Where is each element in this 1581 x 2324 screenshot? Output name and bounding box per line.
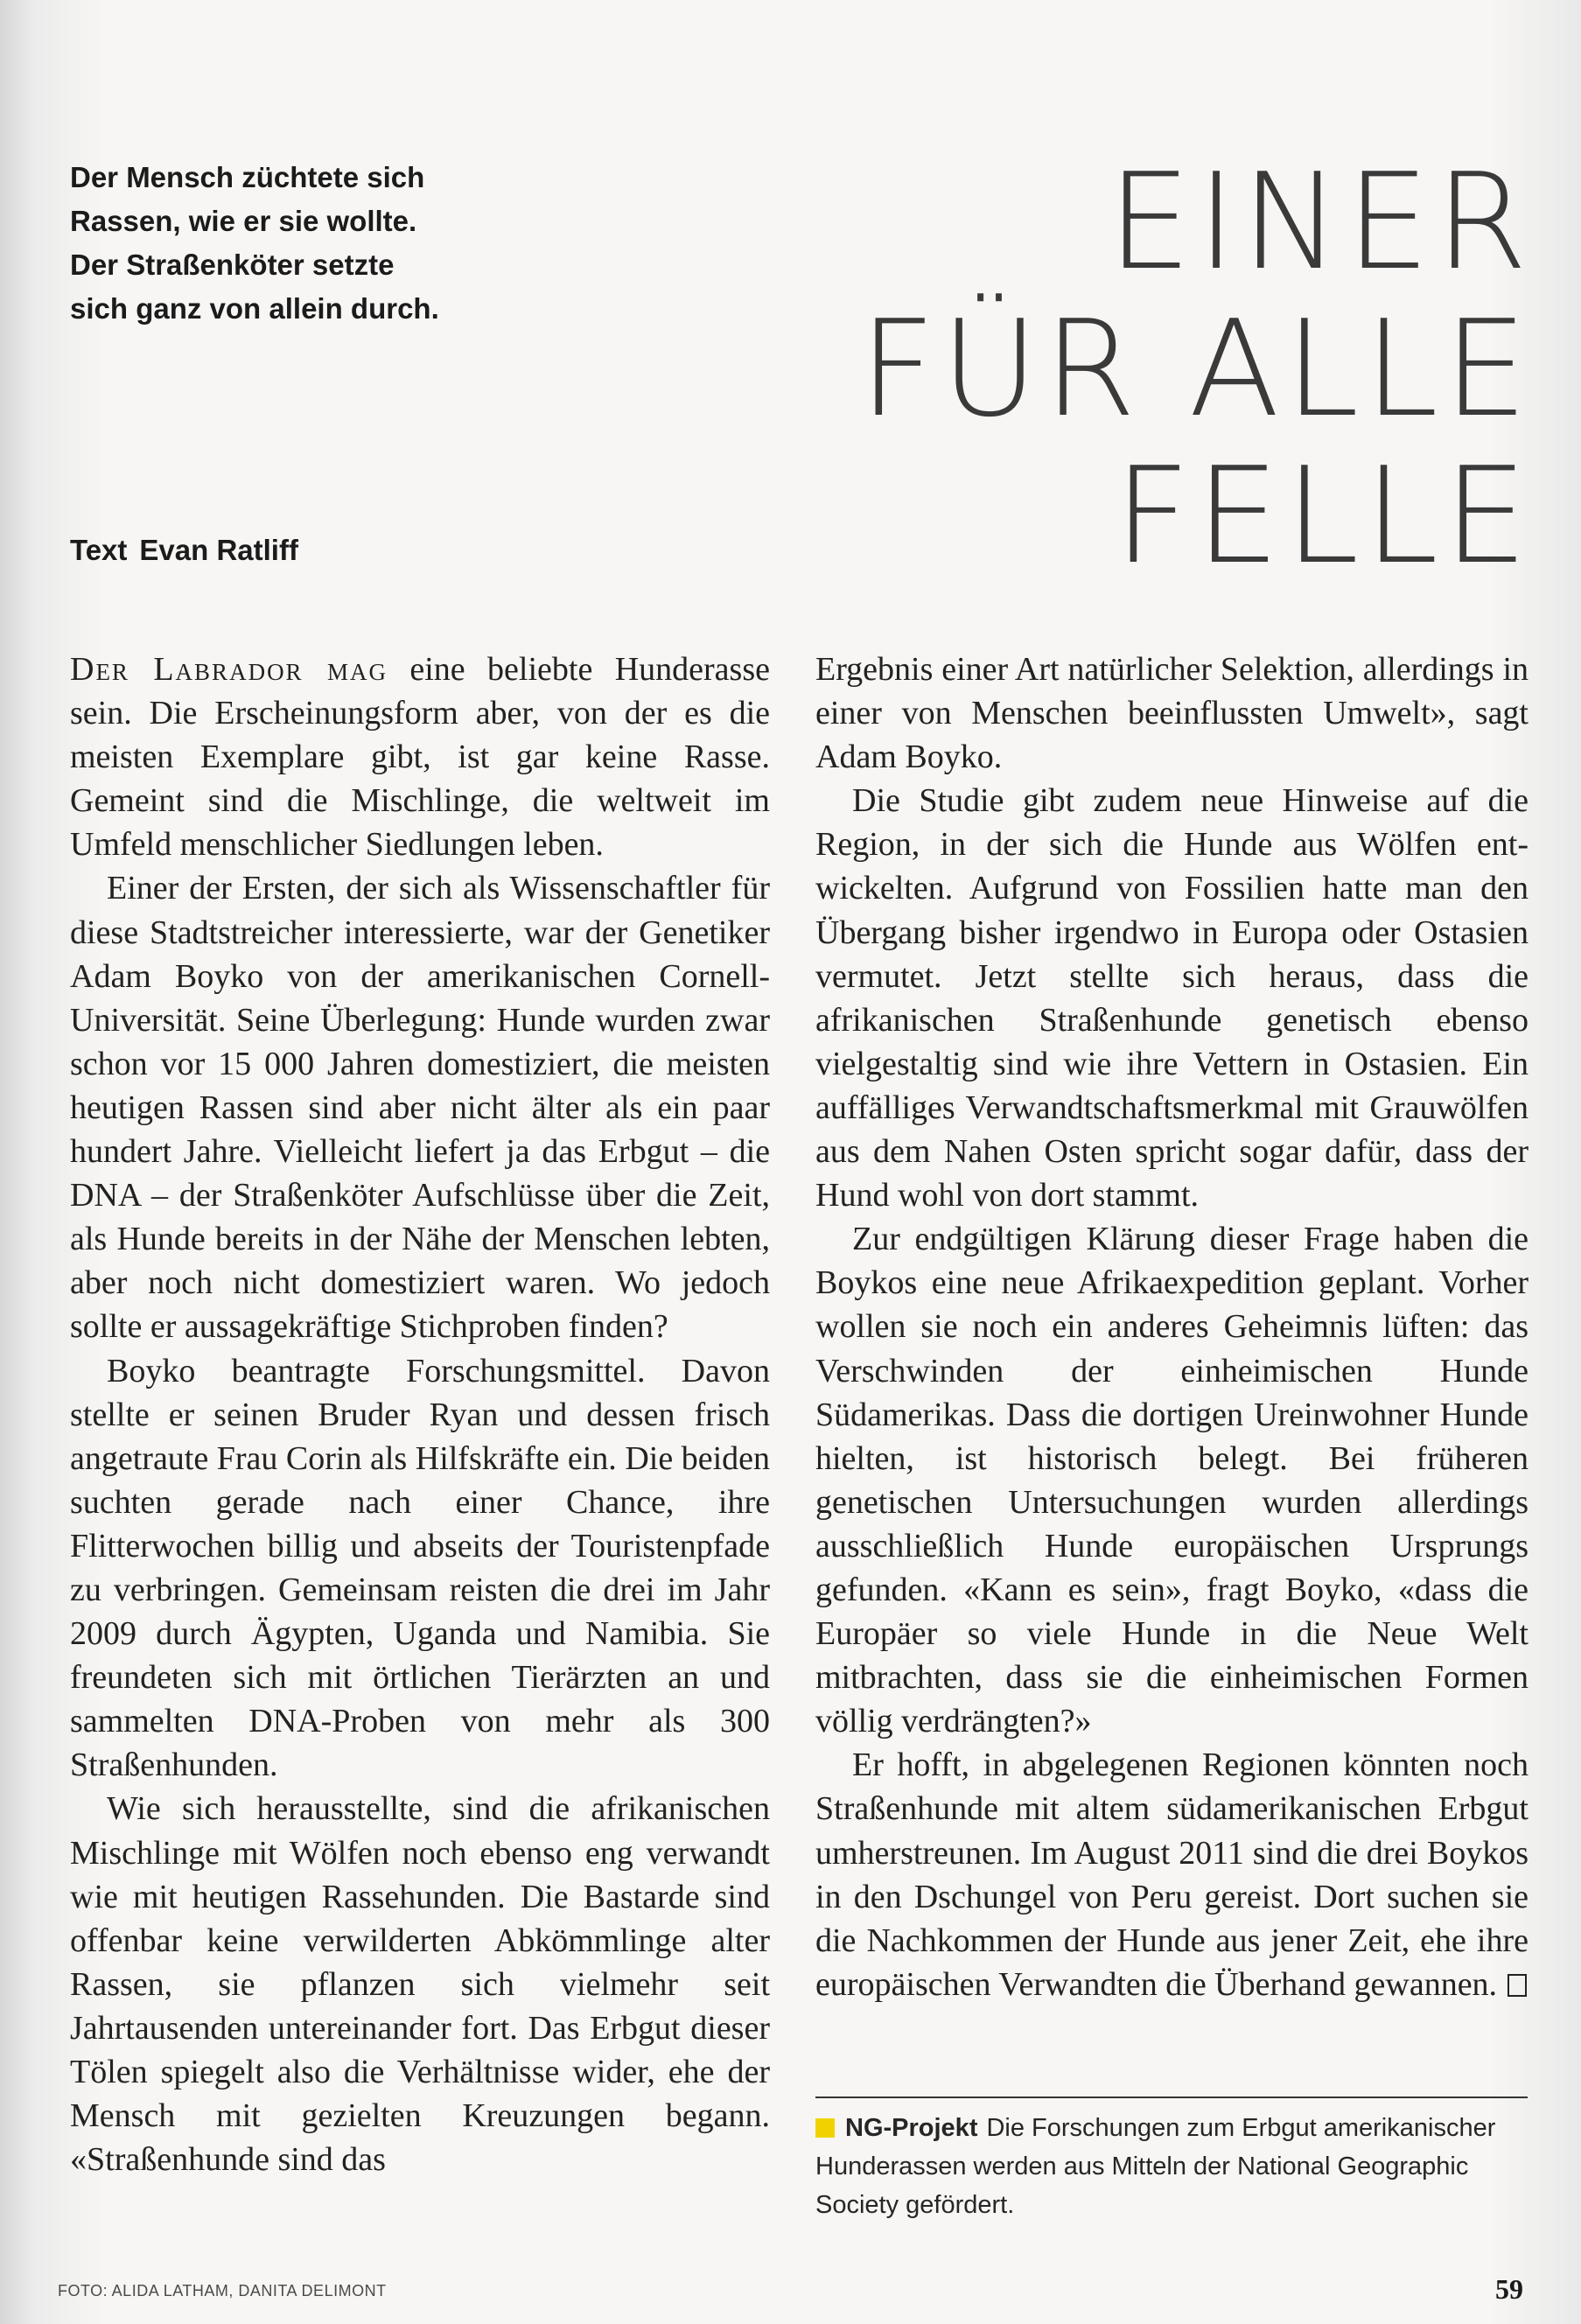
ng-project-label: NG-Projekt [845,2114,978,2142]
title-line: FELLE [1114,438,1533,593]
sidebar-divider [815,2096,1528,2098]
page-number: 59 [1495,2273,1523,2305]
paragraph: Einer der Ersten, der sich als Wissenschaftler für diese Stadtstreicher interessierte, war der Genetiker Adam Boyko von der amerikanischen Cornell-Universität. Seine Überlegung: Hunde wurden zwar schon vor 15 000 Jahren domestiziert, die meisten heutigen Rassen sind aber nicht älter als ein paar hundert Jahre. Vielleicht liefert ja das Erbgut – die DNA – der Straßenköter Aufschlüsse über die Zeit, als Hunde bereits in der Nähe der Menschen lebten, aber noch nicht domestiziert waren. Wo jedoch sollte er aussagekräftige Stichproben finden? [70,870,770,1346]
paragraph [70,648,770,866]
byline-author: Evan Ratliff [139,534,298,566]
ng-project-note [815,2109,1533,2224]
body-column-right [815,648,1529,2006]
deck-line: Rassen, wie er sie wollte. [70,205,417,237]
byline-label: Text [70,534,128,566]
article-title [859,144,1533,593]
deck-line: Der Straßenköter setzte [70,248,395,281]
title-line: EINER [1107,144,1533,299]
paragraph-text: eine beliebte Hunderasse sein. Die Erscheinungsform aber, von der es die meisten Exemplare gibt, ist gar keine Rasse. Gemeint sind die Mischlinge, die weltweit im Umfeld menschlicher Siedlungen leben. [70,651,770,864]
paragraph: Zur endgültigen Klärung dieser Frage haben die Boykos eine neue Afrikaexpedition geplant. Vorher wollen sie noch ein anderes Geheimnis lüften: das Verschwinden der einheimischen Hunde Südamerikas. Dass die dortigen Ureinwohner Hunde hielten, ist historisch belegt. Bei früheren genetischen Untersuchungen wurden allerdings ausschließlich Hunde europäischen Ursprungs gefunden. «Kann es sein», fragt Boyko, «dass die Europäer so viele Hunde in die Neue Welt mitbrachten, dass sie die einheimischen Formen völlig verdrängten?» [815,1221,1529,1740]
paragraph: Ergebnis einer Art natürlicher Selektion, allerdings in einer von Menschen beeinflussten Umwelt», sagt Adam Boyko. [815,651,1529,776]
title-line: FÜR ALLE [859,291,1533,446]
byline [70,534,298,567]
deck-text [70,156,525,331]
lead-in: Der Labrador mag [70,651,388,688]
ng-project-text: Die Forschungen zum Erbgut amerikanischer Hunderassen werden aus Mitteln der National Geographic Society gefördert. [815,2114,1496,2219]
paragraph: Die Studie gibt zudem neue Hinweise auf die Region, in der sich die Hunde aus Wölfen entwickelten. Aufgrund von Fossilien hatte man den Übergang bisher irgendwo in Europa oder Ostasien vermutet. Jetzt stellte sich heraus, dass die afrikanischen Straßenhunde genetisch ebenso vielgestaltig sind wie ihre Vettern in Ostasien. Ein auffälliges Verwandtschaftsmerkmal mit Grauwölfen aus dem Nahen Osten spricht sogar dafür, dass der Hund wohl von dort stammt. [815,782,1529,1214]
paragraph: Wie sich herausstellte, sind die afrikanischen Mischlinge mit Wölfen noch ebenso eng verwandt wie mit heutigen Rassehunden. Die Bastarde sind offenbar keine verwilderten Abkömmlinge alter Rassen, sie pflanzen sich vielmehr seit Jahrtausenden untereinander fort. Das Erbgut dieser Tölen spiegelt also die Verhältnisse wider, ehe der Mensch mit gezielten Kreuzungen begann. «Straßenhunde sind das [70,1790,770,2179]
deck-line: Der Mensch züchtete sich [70,161,425,193]
paragraph [815,1743,1529,2006]
end-mark-icon [1508,1974,1527,1997]
paragraph-text: Er hofft, in abgelegenen Regionen könnten noch Straßenhunde mit altem südamerikanischen Erbgut umherstreunen. Im August 2011 sind die drei Boykos in den Dschungel von Peru gereist. Dort suchen sie die Nachkommen der Hunde aus jener Zeit, ehe ihre europäischen Verwandten die Überhand gewannen. [815,1746,1529,2003]
paragraph: Boyko beantragte Forschungsmittel. Davon stellte er seinen Bruder Ryan und dessen frisch angetraute Frau Corin als Hilfskräfte ein. Die beiden suchten gerade nach einer Chance, ihre Flitterwochen billig und abseits der Touristenpfade zu verbringen. Gemeinsam reisten die drei im Jahr 2009 durch Ägypten, Uganda und Namibia. Sie freundeten sich mit örtlichen Tierärzten an und sammelten DNA-Proben von mehr als 300 Straßenhunden. [70,1352,770,1784]
yellow-square-icon [815,2118,835,2138]
body-column-left [70,648,770,2181]
deck-line: sich ganz von allein durch. [70,292,439,325]
photo-credit: FOTO: ALIDA LATHAM, DANITA DELIMONT [58,2282,387,2300]
